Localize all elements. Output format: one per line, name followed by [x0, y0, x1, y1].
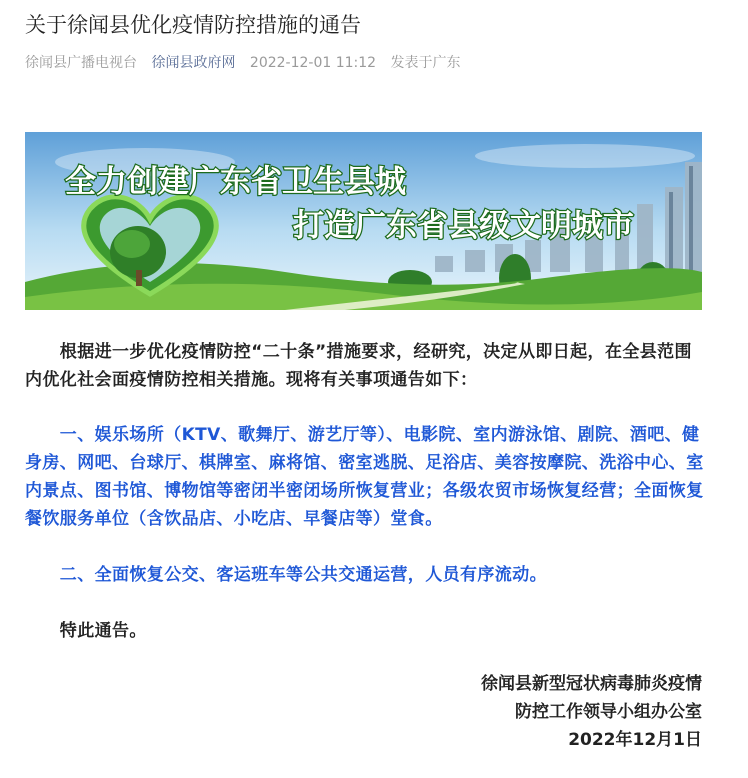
publish-location: 发表于广东: [390, 55, 461, 71]
article-source: 徐闻县广播电视台: [25, 55, 137, 71]
account-link[interactable]: 徐闻县政府网: [151, 55, 236, 71]
intro-paragraph: 根据进一步优化疫情防控“二十条”措施要求，经研究，决定从即日起，在全县范围内优化社会面疫情防控相关措施。现将有关事项通告如下：: [25, 342, 692, 390]
publish-datetime: 2022-12-01 11:12: [249, 55, 377, 71]
item-two-paragraph: 二、全面恢复公交、客运班车等公共交通运营，人员有序流动。: [25, 565, 547, 585]
banner-illustration: [25, 132, 702, 310]
banner-line-1: 全力创建广东省卫生县城: [65, 164, 406, 200]
article-title: 关于徐闻县优化疫情防控措施的通告: [25, 13, 361, 37]
signature-line-1: 徐闻县新型冠状病毒肺炎疫情: [481, 674, 702, 694]
article-meta: [25, 52, 471, 74]
closing-paragraph: 特此通告。: [25, 621, 147, 641]
signature-date: 2022年12月1日: [568, 730, 702, 750]
signature-line-2: 防控工作领导小组办公室: [515, 702, 702, 722]
banner-image: [25, 132, 702, 310]
item-one-paragraph: 一、娱乐场所（KTV、歌舞厅、游艺厅等）、电影院、室内游泳馆、剧院、酒吧、健身房、网吧、台球厅、棋牌室、麻将馆、密室逃脱、足浴店、美容按摩院、洗浴中心、室内景点、图书馆、博物馆等密闭半密闭场所恢复营业；各级农贸市场恢复经营；全面恢复餐饮服务单位（含饮品店、小吃店、早餐店等）堂食。: [25, 425, 704, 529]
banner-line-2: 打造广东省县级文明城市: [293, 208, 634, 244]
